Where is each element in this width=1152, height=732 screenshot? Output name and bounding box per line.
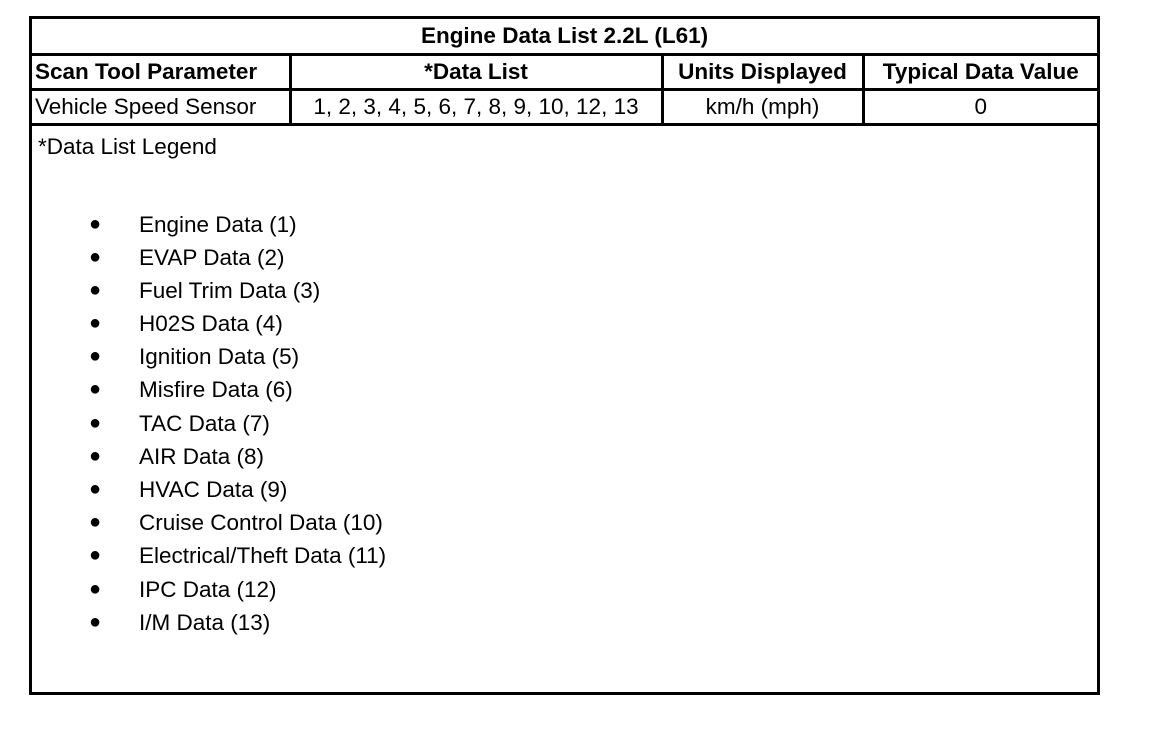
list-item [38,440,1091,473]
bullet-icon: ● [89,278,102,301]
legend-item-label: TAC Data (7) [139,410,270,436]
legend-item-label: HVAC Data (9) [139,477,288,502]
table-title: Engine Data List 2.2L (L61) [32,19,1097,54]
table-header-row [32,54,1097,89]
header-typical-data-value: Typical Data Value [863,54,1097,89]
list-item [38,208,1091,241]
data-list-legend [32,126,1097,639]
list-item [38,407,1091,440]
legend-item-label: Cruise Control Data (10) [139,510,383,536]
bullet-icon: ● [89,544,102,567]
legend-item-label: I/M Data (13) [139,609,271,635]
bullet-icon: ● [89,511,102,534]
legend-item-label: EVAP Data (2) [139,244,285,270]
bullet-icon: ● [89,411,102,434]
bullet-icon: ● [89,577,102,600]
list-item [38,241,1091,274]
bullet-icon: ● [89,444,102,467]
cell-typical-value: 0 [863,89,1097,124]
list-item [38,539,1091,572]
bullet-icon: ● [89,478,102,500]
list-item [38,340,1091,373]
legend-item-label: IPC Data (12) [139,576,277,602]
engine-data-table [32,19,1097,126]
bullet-icon: ● [89,212,102,235]
legend-item-label: H02S Data (4) [139,311,283,337]
legend-item-label: Engine Data (1) [139,211,297,237]
legend-item-label: AIR Data (8) [139,443,265,469]
cell-units: km/h (mph) [662,89,863,124]
cell-data-list: 1, 2, 3, 4, 5, 6, 7, 8, 9, 10, 12, 13 [290,89,662,124]
bullet-icon: ● [89,312,102,335]
list-item [38,373,1091,406]
legend-item-label: Misfire Data (6) [139,377,293,403]
list-item [38,573,1091,606]
header-data-list: *Data List [290,54,662,89]
legend-title: *Data List Legend [38,133,217,159]
list-item [38,307,1091,340]
bullet-icon: ● [89,610,102,633]
table-row [32,89,1097,124]
list-item [38,606,1091,639]
header-units-displayed: Units Displayed [662,54,863,89]
bullet-icon: ● [89,378,102,401]
cell-parameter: Vehicle Speed Sensor [32,89,290,124]
list-item [38,274,1091,307]
legend-list [38,208,1091,639]
table-title-row [32,19,1097,54]
bullet-icon: ● [89,345,102,368]
legend-item-label: Fuel Trim Data (3) [139,277,321,303]
engine-data-document [29,16,1100,695]
legend-item-label: Electrical/Theft Data (11) [139,543,387,569]
header-scan-tool-parameter: Scan Tool Parameter [32,54,290,89]
bullet-icon: ● [89,245,102,268]
legend-item-label: Ignition Data (5) [139,344,300,370]
list-item [38,473,1091,506]
list-item [38,506,1091,539]
